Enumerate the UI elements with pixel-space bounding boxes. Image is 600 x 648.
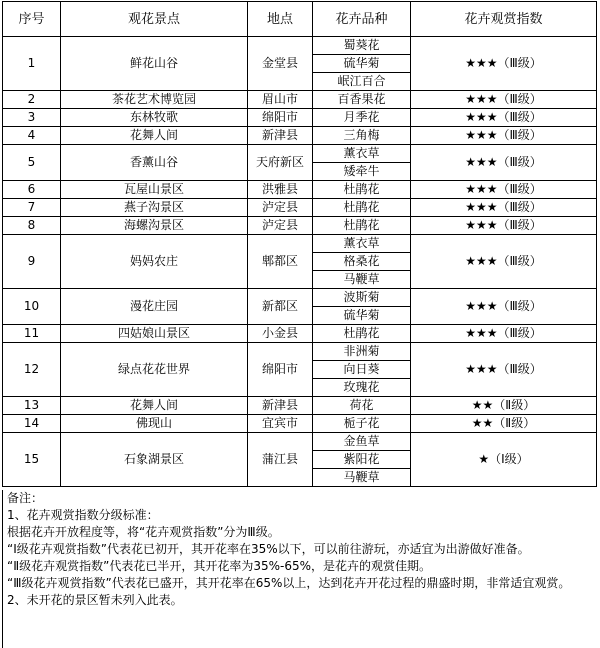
table-row (3, 199, 597, 217)
table-row (3, 37, 597, 55)
row-place: 泸定县 (248, 217, 313, 235)
row-index: ★★★（Ⅲ级） (411, 199, 597, 217)
row-no: 13 (3, 397, 61, 415)
notes-section (2, 490, 599, 648)
row-index: ★★★（Ⅲ级） (411, 109, 597, 127)
row-flower: 杜鹃花 (313, 199, 411, 217)
row-index: ★★★（Ⅲ级） (411, 91, 597, 109)
header-no: 序号 (3, 2, 61, 37)
row-spot: 海螺沟景区 (61, 217, 248, 235)
row-index: ★★★（Ⅲ级） (411, 289, 597, 325)
row-flower: 硫华菊 (313, 55, 411, 73)
row-index: ★★★（Ⅲ级） (411, 325, 597, 343)
table-row (3, 343, 597, 361)
row-no: 3 (3, 109, 61, 127)
row-index: ★（Ⅰ级） (411, 433, 597, 487)
row-index: ★★（Ⅱ级） (411, 415, 597, 433)
row-flower: 栀子花 (313, 415, 411, 433)
row-no: 11 (3, 325, 61, 343)
row-spot: 石象湖景区 (61, 433, 248, 487)
row-index: ★★（Ⅱ级） (411, 397, 597, 415)
row-place: 宜宾市 (248, 415, 313, 433)
row-spot: 瓦屋山景区 (61, 181, 248, 199)
row-no: 1 (3, 37, 61, 91)
row-spot: 花舞人间 (61, 127, 248, 145)
row-index: ★★★（Ⅲ级） (411, 181, 597, 199)
row-place: 绵阳市 (248, 343, 313, 397)
row-no: 9 (3, 235, 61, 289)
row-place: 洪雅县 (248, 181, 313, 199)
row-flower: 薰衣草 (313, 145, 411, 163)
row-no: 12 (3, 343, 61, 397)
table-row (3, 397, 597, 415)
table-row (3, 91, 597, 109)
row-no: 8 (3, 217, 61, 235)
row-place: 金堂县 (248, 37, 313, 91)
row-place: 泸定县 (248, 199, 313, 217)
row-spot: 漫花庄园 (61, 289, 248, 325)
row-no: 5 (3, 145, 61, 181)
row-place: 新津县 (248, 127, 313, 145)
row-place: 新津县 (248, 397, 313, 415)
row-flower: 三角梅 (313, 127, 411, 145)
row-place: 郫都区 (248, 235, 313, 289)
table-row (3, 181, 597, 199)
row-index: ★★★（Ⅲ级） (411, 217, 597, 235)
row-spot: 四姑娘山景区 (61, 325, 248, 343)
notes-line-2: 根据花卉开放程度等，将“花卉观赏指数”分为Ⅲ级。 (7, 525, 280, 539)
header-place: 地点 (248, 2, 313, 37)
table-row (3, 109, 597, 127)
table-row (3, 433, 597, 451)
row-index: ★★★（Ⅲ级） (411, 343, 597, 397)
flower-table (2, 1, 597, 487)
row-spot: 佛现山 (61, 415, 248, 433)
row-index: ★★★（Ⅲ级） (411, 235, 597, 289)
row-no: 4 (3, 127, 61, 145)
notes-line-1: 1、花卉观赏指数分级标准： (7, 508, 159, 522)
header-row (3, 2, 597, 37)
row-flower: 杜鹃花 (313, 325, 411, 343)
row-flower: 格桑花 (313, 253, 411, 271)
row-index: ★★★（Ⅲ级） (411, 37, 597, 91)
row-flower: 玫瑰花 (313, 379, 411, 397)
row-spot: 燕子沟景区 (61, 199, 248, 217)
row-flower: 紫阳花 (313, 451, 411, 469)
row-no: 2 (3, 91, 61, 109)
row-spot: 香薰山谷 (61, 145, 248, 181)
row-spot: 妈妈农庄 (61, 235, 248, 289)
row-index: ★★★（Ⅲ级） (411, 145, 597, 181)
row-flower: 薰衣草 (313, 235, 411, 253)
header-index: 花卉观赏指数 (411, 2, 597, 37)
row-flower: 马鞭草 (313, 271, 411, 289)
row-flower: 岷江百合 (313, 73, 411, 91)
row-flower: 波斯菊 (313, 289, 411, 307)
row-no: 6 (3, 181, 61, 199)
notes-line-3: “Ⅰ级花卉观赏指数”代表花已初开，其开花率在35%以下，可以前往游玩，亦适宜为出游做好准备。 (7, 542, 530, 556)
row-no: 7 (3, 199, 61, 217)
table-row (3, 415, 597, 433)
row-flower: 杜鹃花 (313, 181, 411, 199)
table-row (3, 325, 597, 343)
row-no: 10 (3, 289, 61, 325)
header-flower: 花卉品种 (313, 2, 411, 37)
table-body (3, 37, 597, 487)
notes-line-4: “Ⅱ级花卉观赏指数”代表花已半开，其开花率为35%-65%，是花卉的观赏佳期。 (7, 559, 432, 573)
row-place: 蒲江县 (248, 433, 313, 487)
row-flower: 月季花 (313, 109, 411, 127)
row-spot: 鲜花山谷 (61, 37, 248, 91)
header-spot: 观花景点 (61, 2, 248, 37)
row-flower: 马鞭草 (313, 469, 411, 487)
row-spot: 绿点花花世界 (61, 343, 248, 397)
table-row (3, 289, 597, 307)
row-no: 14 (3, 415, 61, 433)
row-place: 天府新区 (248, 145, 313, 181)
table-row (3, 127, 597, 145)
row-place: 小金县 (248, 325, 313, 343)
row-index: ★★★（Ⅲ级） (411, 127, 597, 145)
row-place: 新都区 (248, 289, 313, 325)
row-flower: 金鱼草 (313, 433, 411, 451)
row-place: 绵阳市 (248, 109, 313, 127)
row-flower: 向日葵 (313, 361, 411, 379)
notes-line-6: 2、未开花的景区暂未列入此表。 (7, 593, 183, 607)
row-flower: 蜀葵花 (313, 37, 411, 55)
row-flower: 硫华菊 (313, 307, 411, 325)
row-flower: 杜鹃花 (313, 217, 411, 235)
table-row (3, 217, 597, 235)
row-spot: 花舞人间 (61, 397, 248, 415)
row-flower: 非洲菊 (313, 343, 411, 361)
row-spot: 东林牧歌 (61, 109, 248, 127)
row-flower: 百香果花 (313, 91, 411, 109)
row-no: 15 (3, 433, 61, 487)
row-spot: 茶花艺术博览园 (61, 91, 248, 109)
table-row (3, 235, 597, 253)
notes-title: 备注： (7, 491, 44, 505)
row-flower: 荷花 (313, 397, 411, 415)
row-flower: 矮牵牛 (313, 163, 411, 181)
notes-line-5: “Ⅲ级花卉观赏指数”代表花已盛开，其开花率在65%以上，达到花卉开花过程的鼎盛时期，非常适宜观赏。 (7, 576, 571, 590)
row-place: 眉山市 (248, 91, 313, 109)
table-row (3, 145, 597, 163)
